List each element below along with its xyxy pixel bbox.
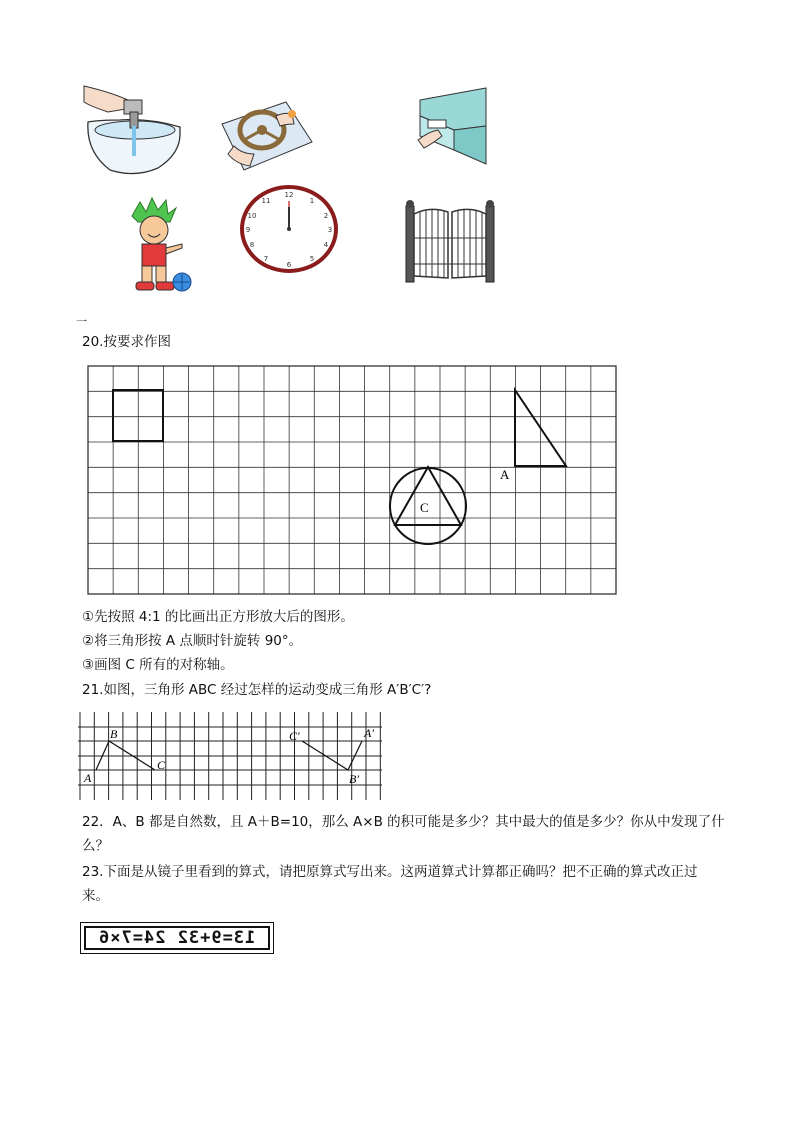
svg-text:12: 12	[284, 191, 294, 199]
svg-text:2: 2	[323, 212, 329, 220]
svg-text:10: 10	[247, 212, 257, 220]
q22-line-1: 22．A、B 都是自然数，且 A＋B=10，那么 A×B 的积可能是多少？其中最大的值是多少？你从中发现了什	[82, 814, 725, 830]
svg-text:9: 9	[245, 226, 251, 234]
q21-label-b: B	[110, 727, 118, 741]
mirror-expression-box	[80, 922, 274, 954]
q20-instruction-2: ②将三角形按 A 点顺时针旋转 90°。	[82, 633, 303, 649]
svg-text:3: 3	[327, 226, 333, 234]
q20-instruction-3: ③画图 C 所有的对称轴。	[82, 657, 234, 673]
q21-label-c: C	[157, 758, 166, 772]
q23-line-1: 23.下面是从镜子里看到的算式，请把原算式写出来。这两道算式计算都正确吗？把不正确的算式改正过	[82, 864, 698, 880]
mirror-expression-frame	[84, 926, 270, 950]
q20-circle-label: C	[420, 500, 429, 515]
q21-label-a: A	[84, 771, 92, 785]
svg-text:5: 5	[309, 255, 315, 263]
q23-line-2: 来。	[82, 888, 109, 904]
q22-line-2: 么？	[82, 838, 109, 854]
q20-title: 20.按要求作图	[82, 334, 171, 350]
q20-instruction-1: ①先按照 4:1 的比画出正方形放大后的图形。	[82, 609, 354, 625]
svg-text:6: 6	[286, 261, 292, 269]
svg-text:7: 7	[263, 255, 269, 263]
svg-text:11: 11	[261, 197, 271, 205]
q21-label-a2: A′	[364, 726, 374, 740]
svg-text:8: 8	[249, 241, 255, 249]
q19-trailing-mark: 一	[76, 315, 87, 328]
svg-text:4: 4	[323, 241, 329, 249]
q21-label-c2: C′	[289, 729, 300, 743]
q21-title: 21.如图，三角形 ABC 经过怎样的运动变成三角形 A′B′C′?	[82, 682, 432, 698]
mirror-expressions: 13=9+32 24=7×6	[98, 928, 256, 948]
svg-text:1: 1	[309, 197, 315, 205]
q20-triangle-label: A	[500, 467, 510, 482]
q21-label-b2: B′	[349, 772, 359, 786]
q21-grid	[78, 712, 382, 800]
